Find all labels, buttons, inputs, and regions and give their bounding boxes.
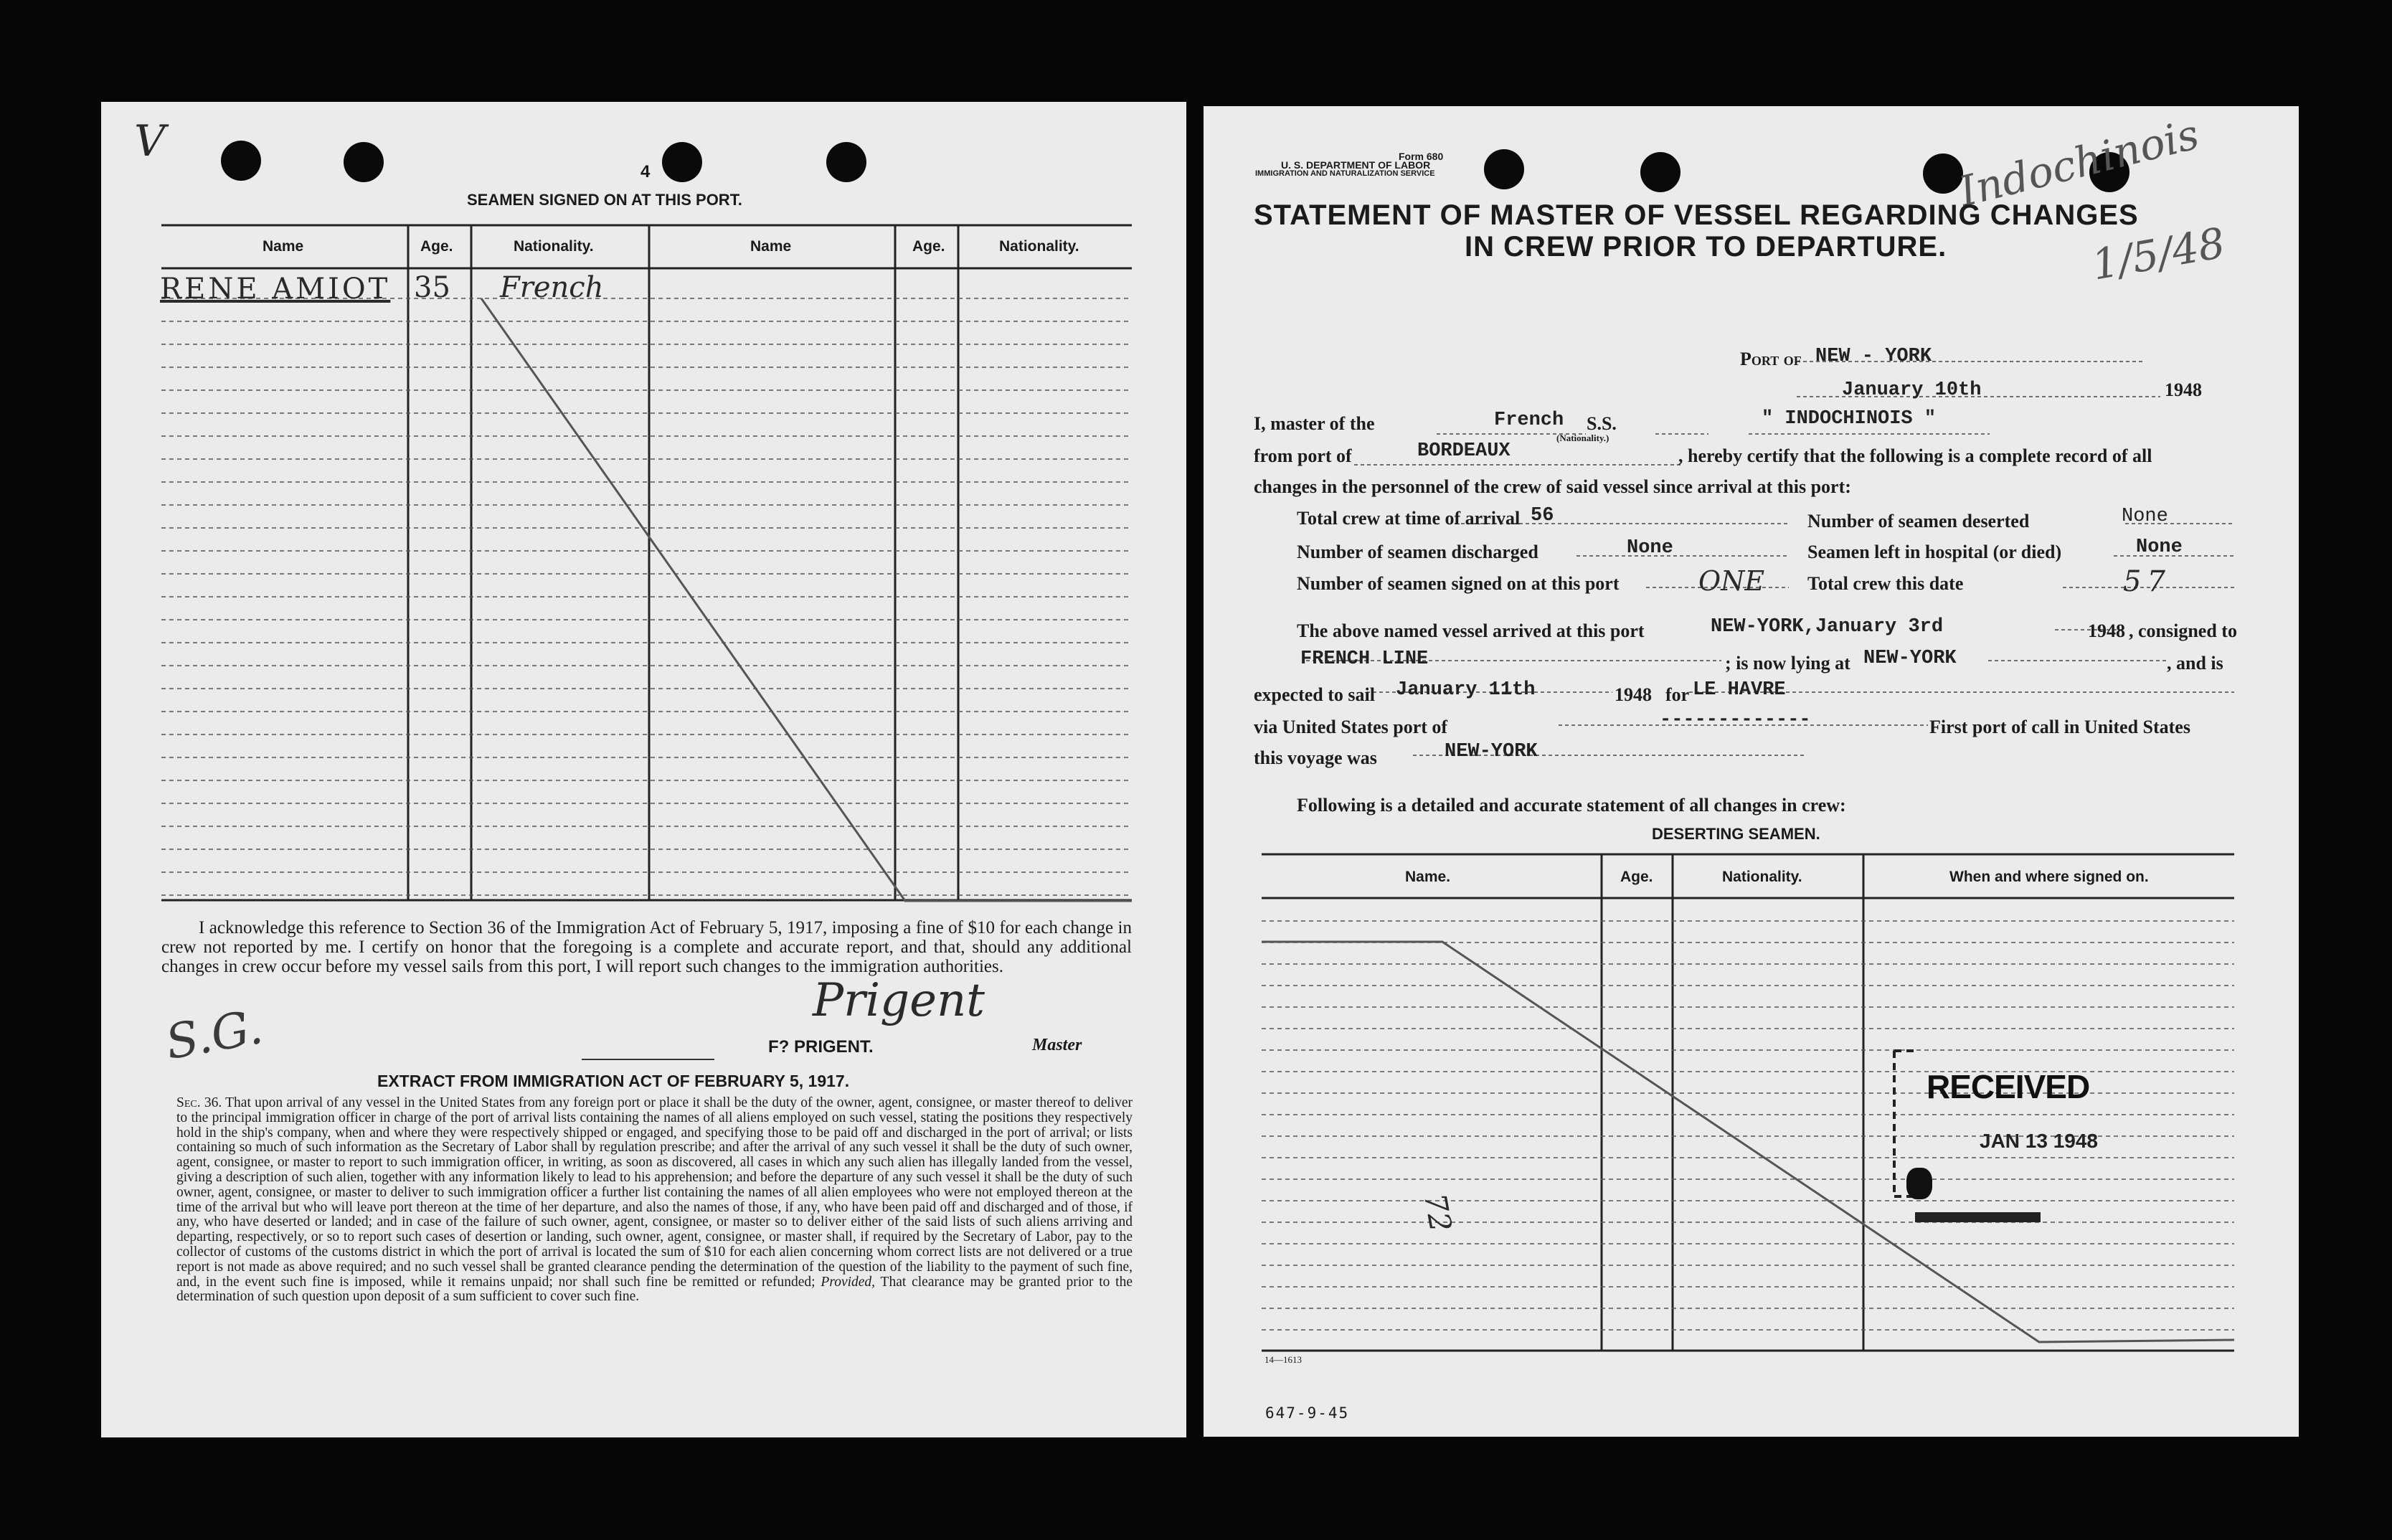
changes-text: changes in the personnel of the crew of said vessel since arrival at this port: [1254,476,1851,497]
statement-title-2: IN CREW PRIOR TO DEPARTURE. [1465,231,1947,263]
vessel-name: " INDOCHINOIS " [1762,408,1937,430]
total-crew-value: 56 [1531,505,1554,526]
master-name: F? PRIGENT. [768,1037,874,1057]
service: IMMIGRATION AND NATURALIZATION SERVICE [1255,169,1435,178]
voyage-label: this voyage was [1254,747,1377,768]
received-stamp-date: JAN 13 1948 [1980,1130,2099,1152]
extract-title: EXTRACT FROM IMMIGRATION ACT OF FEBRUARY 5, 1917. [377,1072,850,1090]
bottom-code: 647-9-45 [1265,1404,1350,1422]
arrived-label: The above named vessel arrived at this port [1297,620,1645,641]
redaction-bar [1915,1212,2041,1222]
nationality-caption: (Nationality.) [1556,433,1609,443]
col-name-header: Name [263,238,304,255]
col-name-header: Name. [1405,869,1451,885]
received-stamp: RECEIVED [1927,1068,2090,1105]
print-code: 14—1613 [1264,1354,1302,1365]
seaman-age: 35 [414,271,450,304]
nationality-value: French [1494,410,1564,431]
lying-label: ; is now lying at [1725,653,1850,674]
proviso-word: Provided, [821,1274,876,1290]
expected-year: 1948 [1615,684,1652,705]
from-port-value: BORDEAUX [1417,440,1511,462]
col-age-header: Age. [420,238,453,255]
margin-number: 72 [1417,1190,1459,1235]
col-name-header-2: Name [750,238,792,255]
total-date-label: Total crew this date [1807,573,1964,594]
form-number: Form 680 [1399,151,1444,162]
statement-title: STATEMENT OF MASTER OF VESSEL REGARDING CHANGES [1254,199,2139,231]
stamp-mark-icon [1906,1168,1932,1199]
deserted-value: None [2122,506,2168,527]
official-initials: S.G. [161,998,267,1071]
port-label: Port of [1740,349,1802,369]
first-port-label: First port of call in United States [1929,717,2190,737]
lying-value: NEW-YORK [1863,648,1957,669]
certify-text: , hereby certify that the following is a complete record of all [1678,445,2152,466]
consignee-value: FRENCH LINE [1300,648,1429,670]
seaman-name: RENE AMIOT [160,273,391,306]
for-label: for [1665,684,1690,705]
extract-text [176,1096,1133,1305]
signed-on-label: Number of seamen signed on at this port [1297,573,1620,594]
consigned-label: , consigned to [2129,620,2237,641]
date-year: 1948 [2165,379,2202,400]
handwritten-date: 1/5/48 [2088,218,2229,290]
handwritten-note: Indochinois [1954,109,2204,217]
vessel-prefix: S.S. [1587,413,1617,434]
col-age-header: Age. [1620,869,1653,885]
seaman-nationality: French [500,271,604,304]
hospital-label: Seamen left in hospital (or died) [1807,542,2062,562]
total-date-value: 57 [2123,565,2171,598]
date-value: January 10th [1842,379,1982,401]
arrived-value: NEW-YORK,January 3rd [1711,616,1944,638]
expected-label: expected to sail [1254,684,1375,705]
checkmark-icon: V [134,116,166,166]
voyage-value: NEW-YORK [1445,741,1538,762]
total-crew-label: Total crew at time of arrival [1297,508,1521,529]
master-signature: Prigent [813,974,985,1027]
deserting-title: DESERTING SEAMEN. [1652,825,1820,843]
page-title: SEAMEN SIGNED ON AT THIS PORT. [467,191,742,209]
via-value: ------------- [1660,709,1811,731]
col-age-header-2: Age. [912,238,945,255]
expected-value: January 11th [1396,679,1536,701]
col-nationality-header: Nationality. [514,238,594,255]
left-page [101,102,1186,1437]
section-label: Sec. 36. [176,1095,222,1110]
master-of-label: I, master of the [1254,413,1375,434]
and-is-label: , and is [2167,653,2223,674]
signed-on-value: ONE [1698,565,1765,597]
extract-body: That upon arrival of any vessel in the United States from any foreign port or place it shall be the duty of the owner, agent, consignee, or master thereof to deliver to the principal immigration officer in charge of the port of arrival lists containing the names of all aliens employed on such vessel, stating the positions they respectively hold in the ship's company, when and where they were respectively shipped or engaged, and specifying those to be paid off and discharged in the port of arrival; or lists containing so much of such information as the Secretary of Labor shall by regulation prescribe; and after the arrival of any such vessel it shall be the duty of such owner, agent, consignee, or master to report to such immigration officer, in writing, as soon as discovered, all cases in which any such alien has illegally landed from the vessel, giving a description of such alien, together with any information likely to lead to his apprehension; and before the departure of any such vessel it shall be the duty of such owner, agent, consignee, or master to deliver to such immigration officer a further list containing the names of all alien employees who were not employed thereon at the time of the arrival but who will leave port thereon at the time of her departure, and also the names of those, if any, who have been paid off and discharged and of those, if any, who have deserted or landed; and in case of the failure of such owner, agent, consignee, or master so to deliver either of the said lists of such aliens arriving and departing, respectively, or so to report such cases of desertion or landing, such owner, agent, consignee, or master shall, if required by the Secretary of Labor, pay to the collector of customs of the customs district in which the port of arrival is located the sum of $10 for each alien concerning whom correct lists are not delivered or a true report is not made as above required; and no such vessel shall be granted clearance pending the determination of the question of the liability to the payment of such fine, and, in the event such fine is imposed, while it remains unpaid; nor shall such fine be remitted or refunded; [176,1095,1133,1290]
port-value: NEW - YORK [1815,346,1932,367]
for-value: LE HAVRE [1693,679,1786,701]
acknowledgement-text: I acknowledge this reference to Section 36 of the Immigration Act of February 5, 1917, imposing a fine of $10 for each change in crew not reported by me. I certify on honor that the foregoing is a complete and accurate report, and that, should any additional changes in crew occur before my vessel sails from this port, I will report such changes to the immigration authorities. [161,918,1132,976]
right-page [1204,106,2299,1437]
extract-tail: That clearance may be granted prior to the determination of such question upon deposit of a sum sufficient to cover such fine. [176,1274,1133,1305]
from-port-label: from port of [1254,445,1352,466]
master-label: Master [1032,1036,1082,1054]
form-lines [1204,106,2299,1437]
col-nationality-header: Nationality. [1722,869,1802,885]
page-number: 4 [640,162,651,181]
discharged-value: None [1627,537,1673,559]
department: U. S. DEPARTMENT OF LABOR [1281,159,1431,171]
deserted-label: Number of seamen deserted [1807,511,2030,532]
discharged-label: Number of seamen discharged [1297,542,1538,562]
following-text: Following is a detailed and accurate statement of all changes in crew: [1297,795,1846,816]
hospital-value: None [2136,537,2183,558]
col-signed-on-header: When and where signed on. [1949,869,2149,885]
arrived-year: 1948 [2088,620,2125,641]
col-nationality-header-2: Nationality. [999,238,1079,255]
via-label: via United States port of [1254,717,1448,737]
